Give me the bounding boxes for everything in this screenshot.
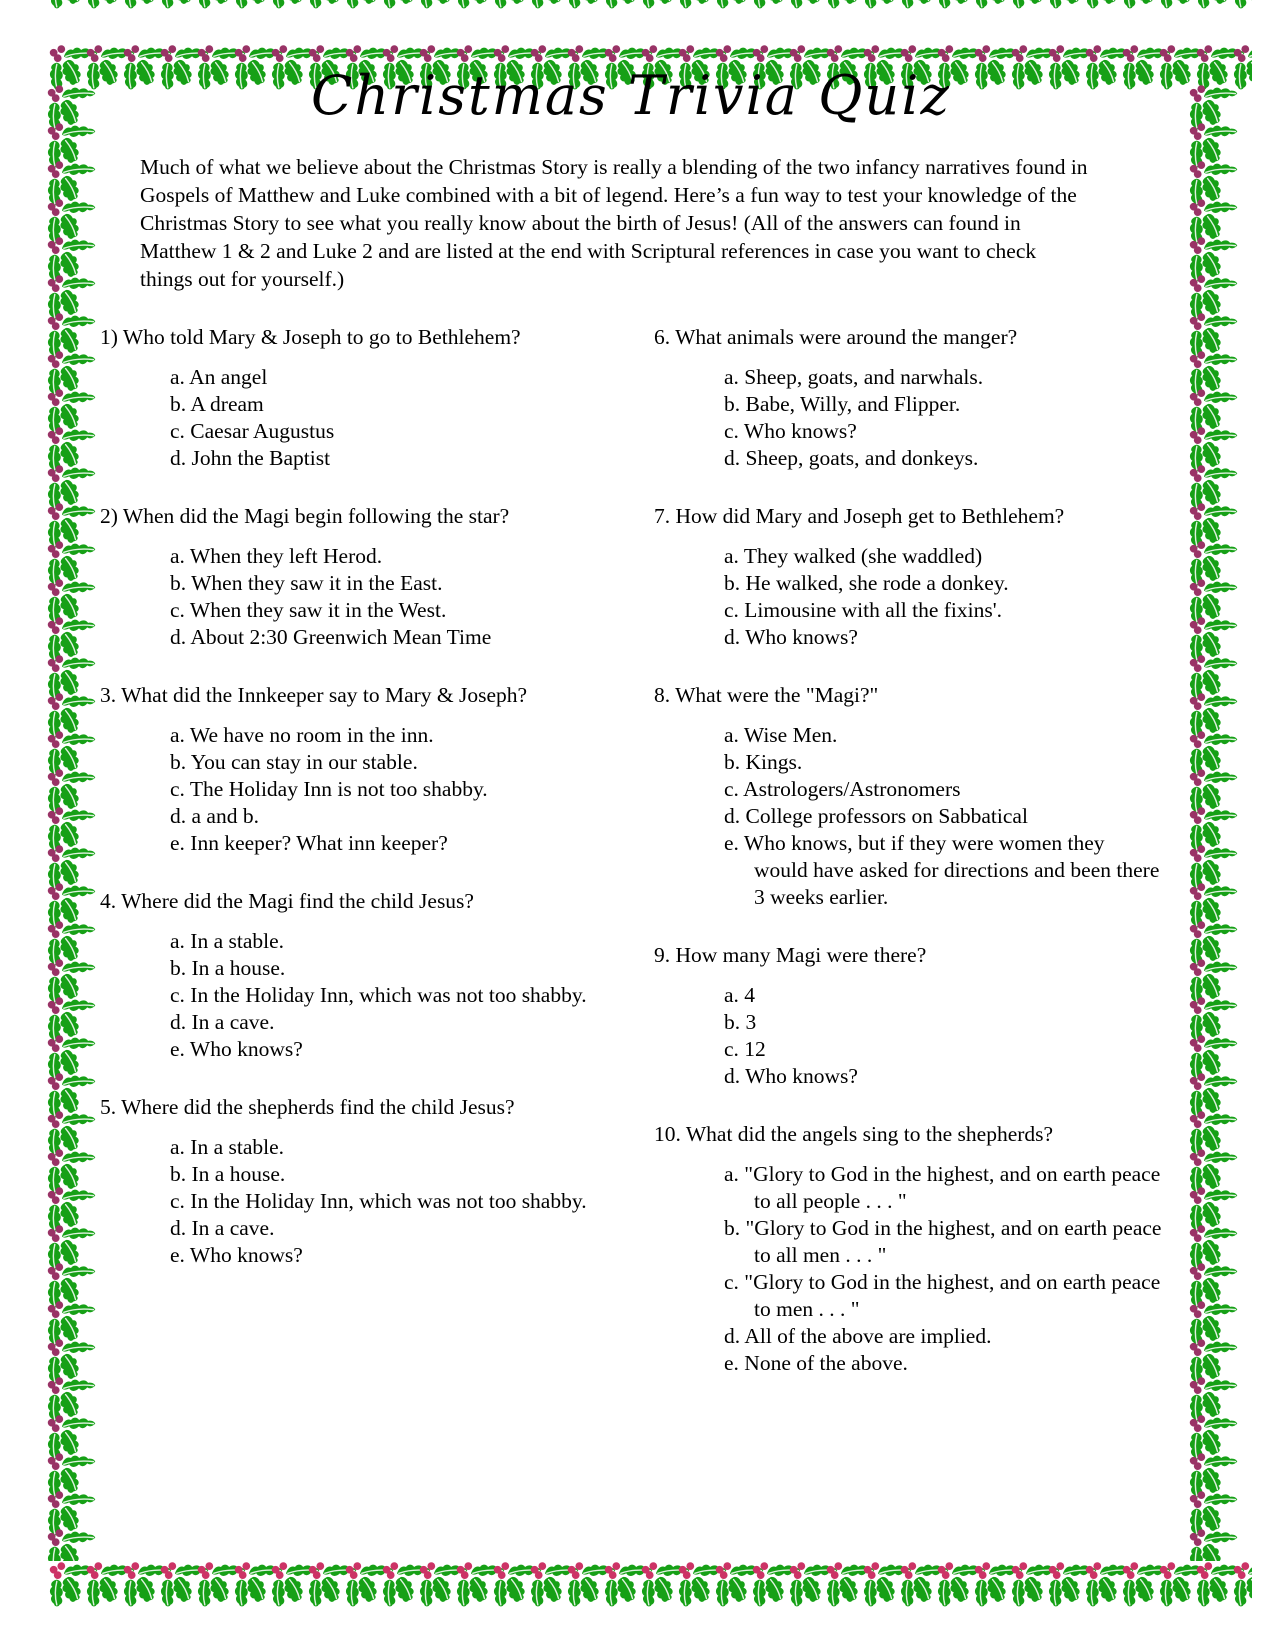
option: d. All of the above are implied. bbox=[724, 1323, 992, 1348]
quiz-column-left bbox=[100, 323, 608, 1407]
option: a. Wise Men. bbox=[724, 722, 838, 747]
option: d. About 2:30 Greenwich Mean Time bbox=[170, 624, 492, 649]
option: b. In a house. bbox=[170, 1161, 286, 1186]
question-8 bbox=[654, 681, 1162, 911]
option: d. In a cave. bbox=[170, 1009, 275, 1034]
option: c. Caesar Augustus bbox=[170, 418, 335, 443]
question-7 bbox=[654, 502, 1162, 651]
page-title: Christmas Trivia Quiz bbox=[311, 64, 951, 127]
option: e. Who knows, but if they were women they would have asked for directions and been there 3 weeks earlier. bbox=[724, 830, 1160, 909]
option: b. "Glory to God in the highest, and on earth peace to all men . . . " bbox=[724, 1215, 1162, 1267]
intro-paragraph: Much of what we believe about the Christmas Story is really a blending of the two infancy narratives found in Gospels of Matthew and Luke combined with a bit of legend. Here’s a fun way to test your knowledge of the Christmas Story to see what you really know about the birth of Jesus! (All of the answers can found in Matthew 1 & 2 and Luke 2 and are listed at the end with Scriptural references in case you want to check things out for yourself.) bbox=[140, 154, 1088, 291]
option: d. a and b. bbox=[170, 803, 259, 828]
holly-border-bottom bbox=[46, 1561, 1252, 1609]
option: d. Who knows? bbox=[724, 624, 858, 649]
option: c. Who knows? bbox=[724, 418, 857, 443]
option: b. You can stay in our stable. bbox=[170, 749, 418, 774]
document-content bbox=[100, 64, 1162, 1407]
option: b. He walked, she rode a donkey. bbox=[724, 570, 1009, 595]
holly-icon bbox=[1230, 1561, 1252, 1609]
option: a. In a stable. bbox=[170, 1134, 285, 1159]
option: d. College professors on Sabbatical bbox=[724, 803, 1028, 828]
holly-border-left bbox=[44, 84, 102, 1561]
option: a. They walked (she waddled) bbox=[724, 543, 983, 568]
option: b. When they saw it in the East. bbox=[170, 570, 443, 595]
option: d. John the Baptist bbox=[170, 445, 331, 470]
question-text: 5. Where did the shepherds find the child Jesus? bbox=[100, 1094, 515, 1119]
option: b. In a house. bbox=[170, 955, 286, 980]
quiz-body bbox=[100, 323, 1162, 1407]
quiz-column-right bbox=[654, 323, 1162, 1407]
question-1 bbox=[100, 323, 608, 472]
option: a. 4 bbox=[724, 982, 756, 1007]
question-text: 7. How did Mary and Joseph get to Bethlehem? bbox=[654, 503, 1065, 528]
question-text: 4. Where did the Magi find the child Jesus? bbox=[100, 888, 474, 913]
option: c. The Holiday Inn is not too shabby. bbox=[170, 776, 488, 801]
option: e. Who knows? bbox=[170, 1036, 303, 1061]
option: a. Sheep, goats, and narwhals. bbox=[724, 364, 984, 389]
option: b. Kings. bbox=[724, 749, 803, 774]
option: a. "Glory to God in the highest, and on earth peace to all people . . . " bbox=[724, 1161, 1161, 1213]
option: e. Inn keeper? What inn keeper? bbox=[170, 830, 448, 855]
question-2 bbox=[100, 502, 608, 651]
question-6 bbox=[654, 323, 1162, 472]
option: c. In the Holiday Inn, which was not too shabby. bbox=[170, 982, 587, 1007]
option: d. Who knows? bbox=[724, 1063, 858, 1088]
option: a. An angel bbox=[170, 364, 268, 389]
question-text: 9. How many Magi were there? bbox=[654, 942, 927, 967]
holly-icon bbox=[1186, 1528, 1240, 1561]
question-text: 1) Who told Mary & Joseph to go to Bethlehem? bbox=[100, 324, 521, 349]
question-9 bbox=[654, 941, 1162, 1090]
option: d. In a cave. bbox=[170, 1215, 275, 1240]
question-text: 3. What did the Innkeeper say to Mary & Joseph? bbox=[100, 682, 528, 707]
question-4 bbox=[100, 887, 608, 1063]
option: c. In the Holiday Inn, which was not too shabby. bbox=[170, 1188, 587, 1213]
question-3 bbox=[100, 681, 608, 857]
question-text: 6. What animals were around the manger? bbox=[654, 324, 1018, 349]
holly-border-top-tips bbox=[46, 0, 1252, 11]
holly-icon bbox=[1230, 0, 1252, 11]
option: e. None of the above. bbox=[724, 1350, 908, 1375]
option: c. Limousine with all the fixins'. bbox=[724, 597, 1002, 622]
question-5 bbox=[100, 1093, 608, 1269]
option: c. 12 bbox=[724, 1036, 766, 1061]
question-text: 8. What were the "Magi?" bbox=[654, 682, 879, 707]
option: a. In a stable. bbox=[170, 928, 285, 953]
option: c. When they saw it in the West. bbox=[170, 597, 447, 622]
option: a. We have no room in the inn. bbox=[170, 722, 434, 747]
option: c. "Glory to God in the highest, and on earth peace to men . . . " bbox=[724, 1269, 1161, 1321]
holly-border-right bbox=[1186, 84, 1244, 1561]
option: c. Astrologers/Astronomers bbox=[724, 776, 961, 801]
question-10 bbox=[654, 1120, 1162, 1377]
option: d. Sheep, goats, and donkeys. bbox=[724, 445, 979, 470]
holly-icon bbox=[44, 1528, 98, 1561]
option: b. A dream bbox=[170, 391, 264, 416]
option: e. Who knows? bbox=[170, 1242, 303, 1267]
option: a. When they left Herod. bbox=[170, 543, 383, 568]
question-text: 10. What did the angels sing to the shepherds? bbox=[654, 1121, 1054, 1146]
option: b. Babe, Willy, and Flipper. bbox=[724, 391, 961, 416]
option: b. 3 bbox=[724, 1009, 757, 1034]
question-text: 2) When did the Magi begin following the star? bbox=[100, 503, 510, 528]
